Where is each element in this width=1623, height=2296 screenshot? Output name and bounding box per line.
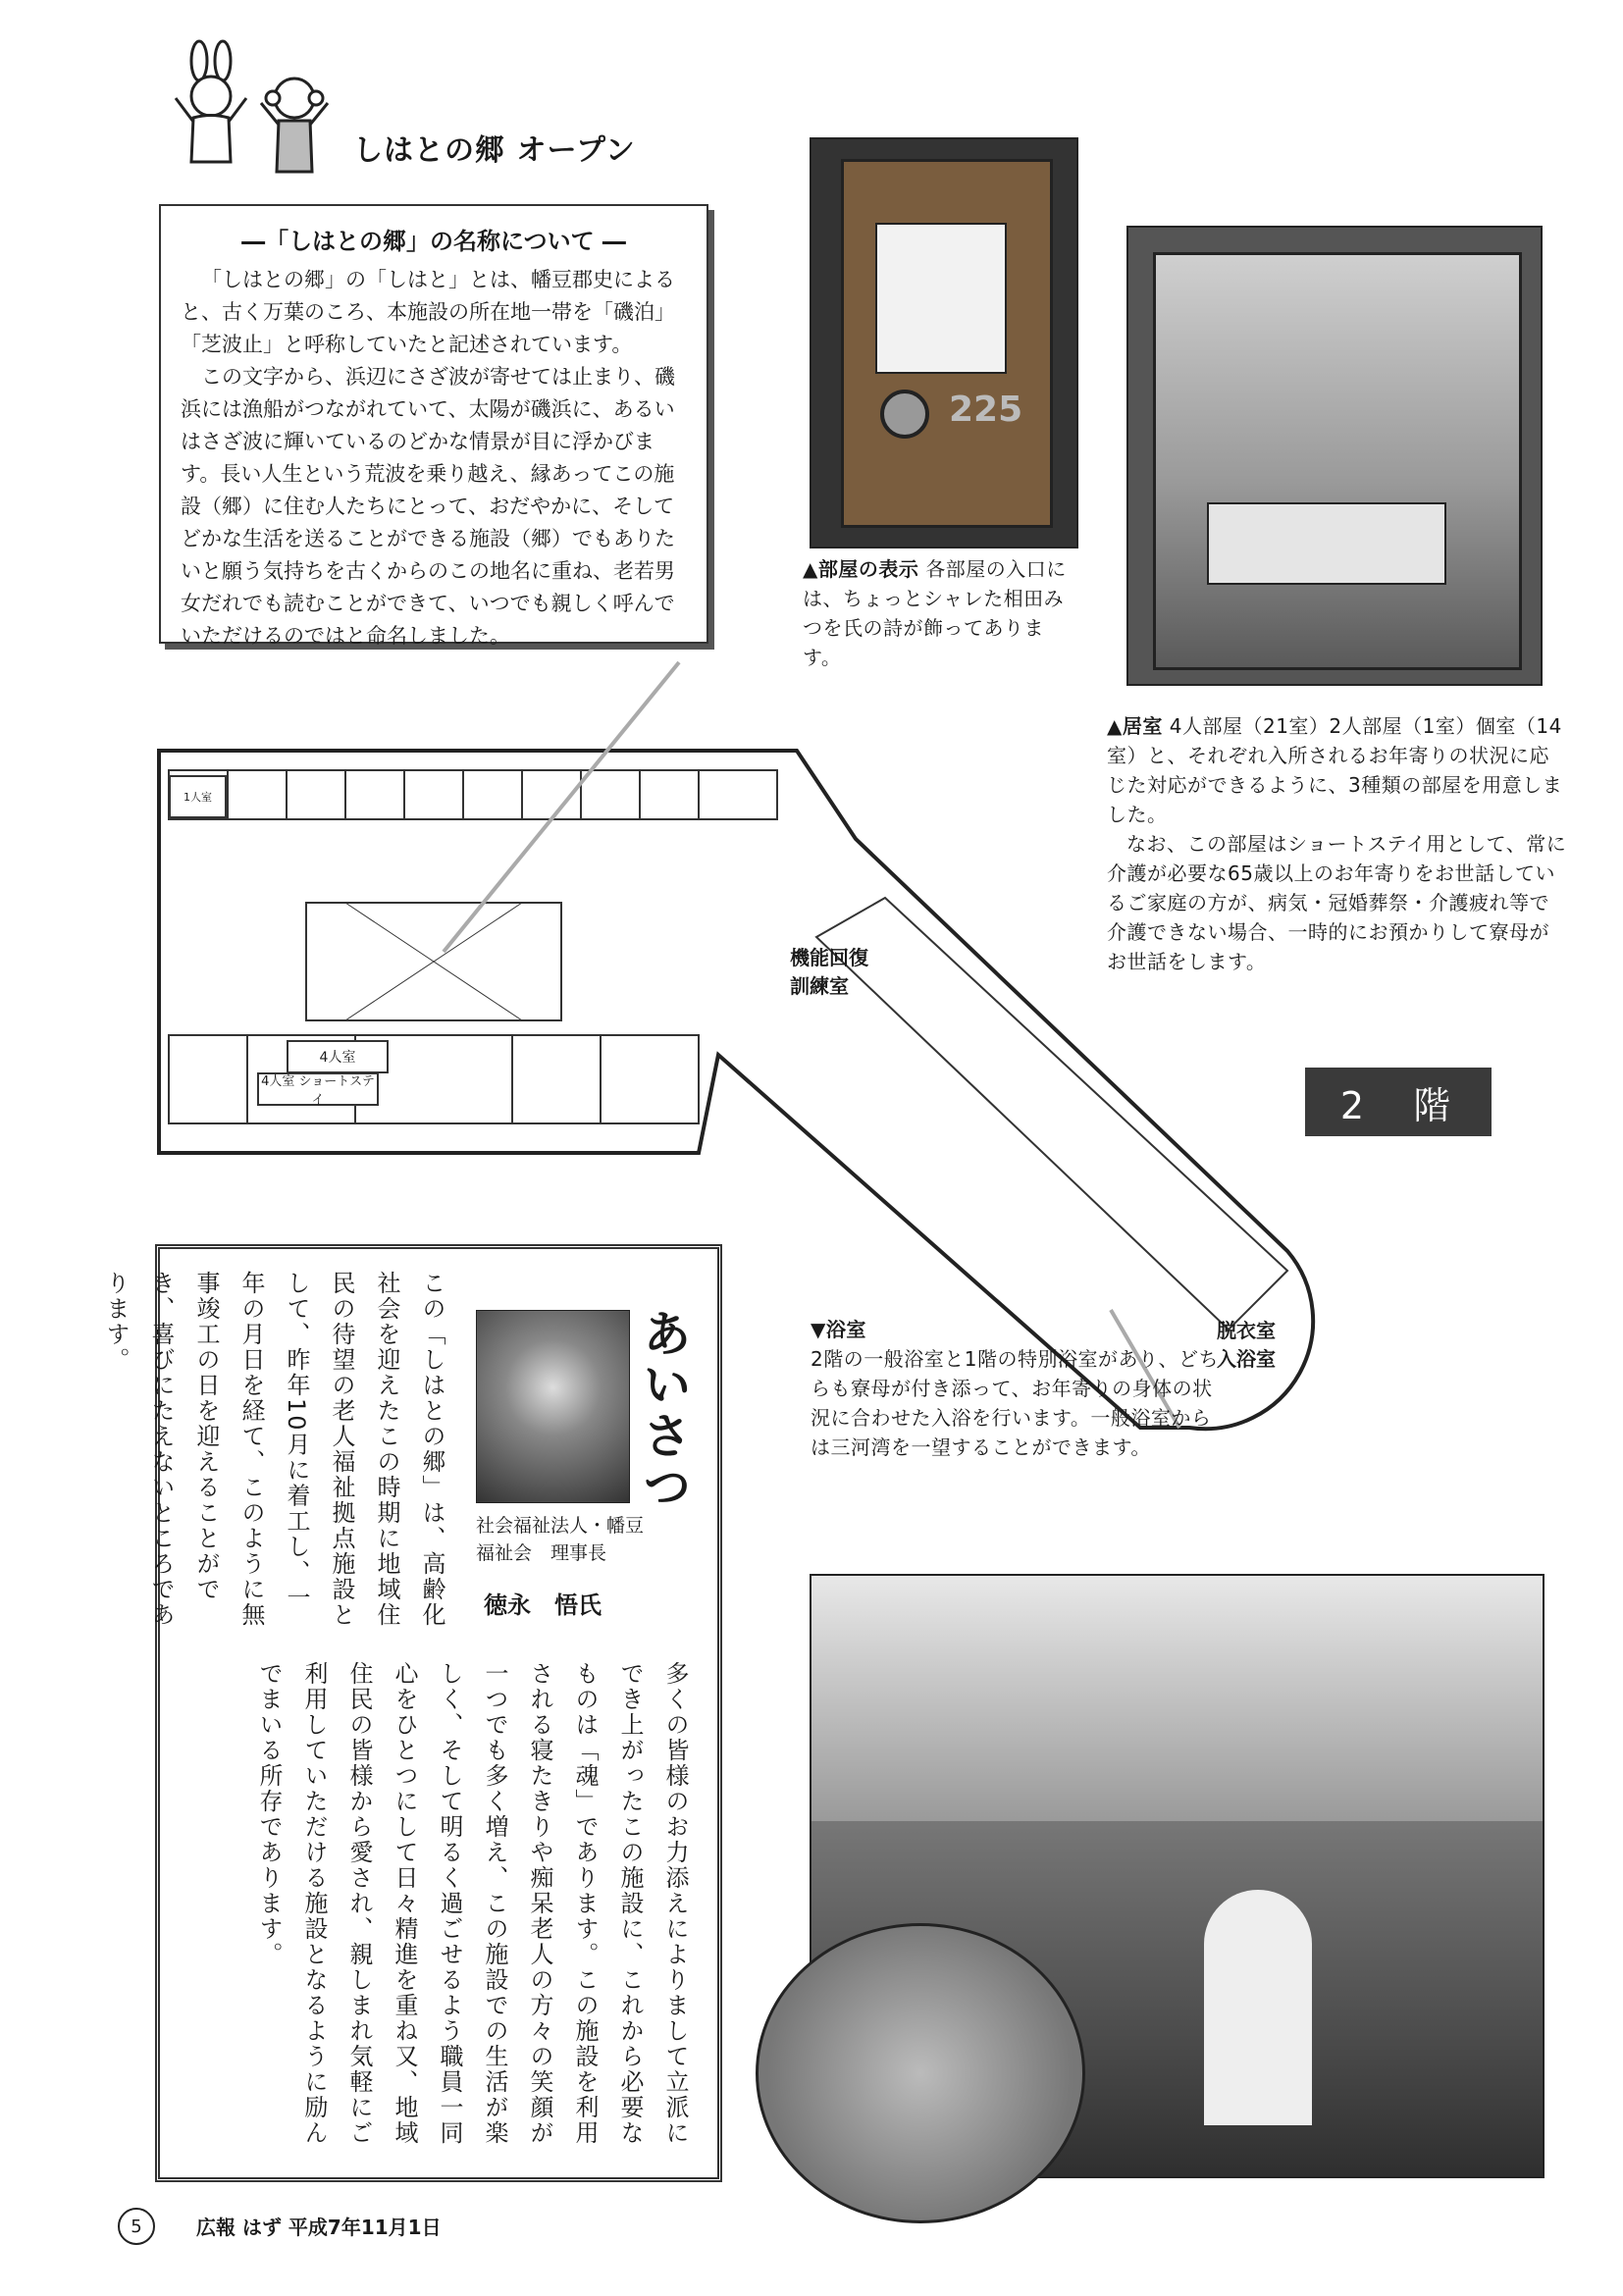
short-stay-label: 4人室 ショートステイ — [257, 1072, 379, 1106]
bath-caption-title: ▼浴室 — [811, 1318, 866, 1341]
rabbit-mascot-icon — [172, 39, 250, 167]
greeting-box — [102, 1244, 722, 2182]
door-nameplate-photo — [810, 137, 1078, 548]
single-room-label: 1人室 — [169, 775, 227, 818]
door-plate-number: 225 — [949, 390, 1023, 430]
floor-badge: 2 階 — [1305, 1068, 1492, 1136]
page-number: 5 — [118, 2208, 155, 2245]
rehab-room-label: 機能回復 訓練室 — [790, 946, 868, 998]
room-caption-text-2: なお、この部屋はショートステイ用として、常に介護が必要な65歳以上のお年寄りをお世話しているご家庭の方が、病気・冠婚葬祭・介護疲れ等で介護できない場合、一時的にお預かりして寮母がお世話をします。 — [1107, 832, 1567, 973]
greeting-affiliation: 社会福祉法人・幡豆福祉会 理事長 — [476, 1515, 645, 1564]
bath-room-label: 脱衣室 入浴室 — [1217, 1319, 1276, 1371]
bath-caption-text: 2階の一般浴室と1階の特別浴室があり、どちらも寮母が付き添って、お年寄りの身体の状況に合わせた入浴を行います。一般浴室からは三河湾を一望することができます。 — [811, 1347, 1219, 1459]
greeting-text-1: この「しはとの郷」は、高齢化社会を迎えたこの時期に地域住民の待望の老人福祉拠点施設として、昨年10月に着工し、一年の月日を経て、このように無事竣工の日を迎えることができ、喜びにたえないところであります。 — [102, 1271, 445, 1628]
resident-room-photo — [1126, 226, 1543, 686]
portrait-photo — [476, 1310, 630, 1503]
greeting-name: 徳永 悟氏 — [484, 1592, 602, 1619]
footer-text: 広報 はず 平成7年11月1日 — [196, 2216, 442, 2239]
door-caption — [803, 554, 1082, 672]
bath-caption — [811, 1315, 1223, 1462]
room-caption-title: ▲居室 — [1107, 714, 1163, 738]
room-caption-text: 4人部屋（21室）2人部屋（1室）個室（14室）と、それぞれ入所されるお年寄りの状況に応じた対応ができるように、3種類の部屋を用意しました。 — [1107, 714, 1563, 826]
monkey-mascot-icon — [255, 74, 334, 177]
door-caption-text: 各部屋の入口には、ちょっとシャレた相田みつを氏の詩が飾ってあります。 — [803, 557, 1067, 669]
four-room-label: 4人室 — [287, 1040, 389, 1073]
page-title: しはとの郷 オープン — [353, 133, 636, 168]
naming-paragraph-1: 「しはとの郷」の「しはと」とは、幡豆郡史によると、古く万葉のころ、本施設の所在地一帯を「磯泊」「芝波止」と呼称していたと記述されています。 — [181, 268, 675, 356]
naming-heading: ―「しはとの郷」の名称について ― — [241, 228, 626, 255]
naming-box — [159, 204, 708, 648]
greeting-heading: あいさつ — [635, 1308, 692, 1512]
special-bath-inset-photo — [756, 1923, 1085, 2223]
naming-paragraph-2: この文字から、浜辺にさざ波が寄せては止まり、磯浜には漁船がつながれていて、太陽が磯浜に、あるいはさざ波に輝いているのどかな情景が目に浮かびます。長い人生という荒波を乗り越え、縁あってこの施設（郷）に住む人たちにとって、おだやかに、そしてどかな生活を送ることができる施設（郷）でもありたいと願う気持ちを古くからのこの地名に重ね、老若男女だれでも読むことができて、いつでも親しく呼んでいただけるのではと命名しました。 — [181, 365, 675, 648]
door-caption-title: ▲部屋の表示 — [803, 557, 919, 581]
greeting-text-2: 多くの皆様のお力添えによりまして立派にでき上がったこの施設に、これから必要なものは「魂」であります。この施設を利用される寝たきりや痴呆老人の方々の笑顔が一つでも多く増え、この施設での生活が楽しく、そして明るく過ごせるよう職員一同心をひとつにして日々精進を重ね又、地域住民の皆様から愛され、親しまれ気軽にご利用していただける施設となるように励んでまいる所存であります。 — [255, 1661, 689, 2146]
